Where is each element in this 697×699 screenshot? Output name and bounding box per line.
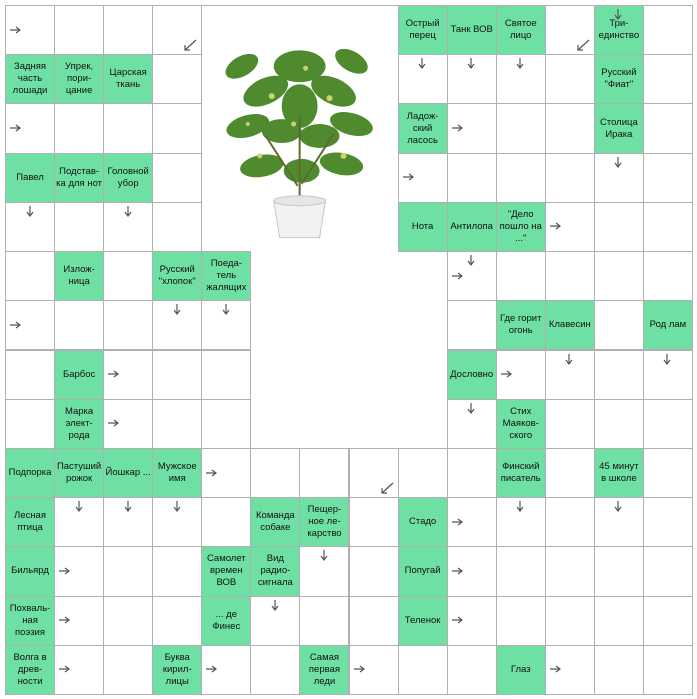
answer-cell[interactable] bbox=[447, 153, 497, 203]
answer-cell[interactable] bbox=[447, 54, 497, 104]
answer-cell[interactable] bbox=[152, 54, 202, 104]
clue-cell: Похваль-ная поэзия bbox=[5, 596, 55, 646]
answer-cell[interactable] bbox=[299, 546, 349, 596]
clue-cell: Упрек, пори-цание bbox=[54, 54, 104, 104]
answer-cell[interactable] bbox=[54, 645, 104, 695]
answer-cell[interactable] bbox=[545, 103, 595, 153]
answer-cell[interactable] bbox=[201, 448, 251, 498]
answer-cell[interactable] bbox=[103, 546, 153, 596]
answer-cell[interactable] bbox=[152, 596, 202, 646]
answer-cell[interactable] bbox=[54, 300, 104, 350]
clue-cell: Задняя часть лошади bbox=[5, 54, 55, 104]
answer-cell[interactable] bbox=[54, 5, 104, 55]
answer-cell[interactable] bbox=[594, 300, 644, 350]
answer-cell[interactable] bbox=[201, 497, 251, 547]
answer-cell[interactable] bbox=[545, 54, 595, 104]
clue-cell: Святое лицо bbox=[496, 5, 546, 55]
answer-cell[interactable] bbox=[54, 596, 104, 646]
answer-cell[interactable] bbox=[643, 202, 693, 252]
answer-cell[interactable] bbox=[152, 546, 202, 596]
answer-cell[interactable] bbox=[5, 202, 55, 252]
clue-cell: Ладож-ский ласось bbox=[398, 103, 448, 153]
answer-cell[interactable] bbox=[5, 399, 55, 449]
answer-cell[interactable] bbox=[103, 645, 153, 695]
answer-cell[interactable] bbox=[5, 350, 55, 400]
answer-cell[interactable] bbox=[447, 497, 497, 547]
answer-cell[interactable] bbox=[5, 300, 55, 350]
answer-cell[interactable] bbox=[398, 153, 448, 203]
answer-cell[interactable] bbox=[545, 497, 595, 547]
answer-cell[interactable] bbox=[447, 399, 497, 449]
answer-cell[interactable] bbox=[496, 497, 546, 547]
clue-cell: Мужское имя bbox=[152, 448, 202, 498]
answer-cell[interactable] bbox=[152, 5, 202, 55]
answer-cell[interactable] bbox=[349, 596, 399, 646]
answer-cell[interactable] bbox=[103, 251, 153, 301]
answer-cell[interactable] bbox=[5, 103, 55, 153]
answer-cell[interactable] bbox=[643, 546, 693, 596]
answer-cell[interactable] bbox=[643, 54, 693, 104]
answer-cell[interactable] bbox=[496, 350, 546, 400]
clue-cell: Поеда-тель жалящих bbox=[201, 251, 251, 301]
answer-cell[interactable] bbox=[545, 546, 595, 596]
answer-cell[interactable] bbox=[201, 300, 251, 350]
answer-cell[interactable] bbox=[643, 596, 693, 646]
clue-cell: Царская ткань bbox=[103, 54, 153, 104]
clue-cell: Самая первая леди bbox=[299, 645, 349, 695]
clue-cell: Три-единство bbox=[594, 5, 644, 55]
clue-cell: 45 минут в школе bbox=[594, 448, 644, 498]
answer-cell[interactable] bbox=[54, 103, 104, 153]
crossword-grid bbox=[5, 5, 692, 694]
answer-cell[interactable] bbox=[103, 202, 153, 252]
answer-cell[interactable] bbox=[496, 103, 546, 153]
clue-cell: Глаз bbox=[496, 645, 546, 695]
answer-cell[interactable] bbox=[103, 5, 153, 55]
answer-cell[interactable] bbox=[545, 5, 595, 55]
answer-cell[interactable] bbox=[152, 497, 202, 547]
answer-cell[interactable] bbox=[643, 5, 693, 55]
answer-cell[interactable] bbox=[103, 596, 153, 646]
answer-cell[interactable] bbox=[447, 645, 497, 695]
empty-region bbox=[250, 251, 447, 449]
answer-cell[interactable] bbox=[496, 54, 546, 104]
answer-cell[interactable] bbox=[152, 103, 202, 153]
answer-cell[interactable] bbox=[496, 153, 546, 203]
answer-cell[interactable] bbox=[201, 350, 251, 400]
clue-cell: Пещер-ное ле-карство bbox=[299, 497, 349, 547]
clue-cell: Излож-ница bbox=[54, 251, 104, 301]
clue-cell: Команда собаке bbox=[250, 497, 300, 547]
answer-cell[interactable] bbox=[349, 497, 399, 547]
answer-cell[interactable] bbox=[398, 54, 448, 104]
clue-cell: Буква кирил-лицы bbox=[152, 645, 202, 695]
clue-cell: Барбос bbox=[54, 350, 104, 400]
answer-cell[interactable] bbox=[201, 645, 251, 695]
clue-cell: Клавесин bbox=[545, 300, 595, 350]
answer-cell[interactable] bbox=[250, 596, 300, 646]
answer-cell[interactable] bbox=[594, 546, 644, 596]
answer-cell[interactable] bbox=[447, 546, 497, 596]
answer-cell[interactable] bbox=[299, 448, 349, 498]
answer-cell[interactable] bbox=[398, 448, 448, 498]
answer-cell[interactable] bbox=[349, 448, 399, 498]
answer-cell[interactable] bbox=[545, 350, 595, 400]
clue-cell: Марка элект-рода bbox=[54, 399, 104, 449]
answer-cell[interactable] bbox=[545, 399, 595, 449]
answer-cell[interactable] bbox=[594, 399, 644, 449]
clue-cell: Нота bbox=[398, 202, 448, 252]
clue-cell: Финский писатель bbox=[496, 448, 546, 498]
answer-cell[interactable] bbox=[152, 399, 202, 449]
clue-cell: Род лам bbox=[643, 300, 693, 350]
answer-cell[interactable] bbox=[496, 596, 546, 646]
clue-cell: Бильярд bbox=[5, 546, 55, 596]
answer-cell[interactable] bbox=[643, 645, 693, 695]
answer-cell[interactable] bbox=[643, 251, 693, 301]
answer-cell[interactable] bbox=[398, 645, 448, 695]
answer-cell[interactable] bbox=[545, 448, 595, 498]
clue-cell: Головной убор bbox=[103, 153, 153, 203]
answer-cell[interactable] bbox=[54, 497, 104, 547]
clue-cell: Стих Маяков-ского bbox=[496, 399, 546, 449]
answer-cell[interactable] bbox=[643, 350, 693, 400]
answer-cell[interactable] bbox=[54, 546, 104, 596]
answer-cell[interactable] bbox=[545, 153, 595, 203]
answer-cell[interactable] bbox=[250, 645, 300, 695]
answer-cell[interactable] bbox=[594, 645, 644, 695]
answer-cell[interactable] bbox=[103, 497, 153, 547]
answer-cell[interactable] bbox=[103, 103, 153, 153]
answer-cell[interactable] bbox=[447, 448, 497, 498]
answer-cell[interactable] bbox=[5, 251, 55, 301]
potted-plant-icon bbox=[202, 6, 397, 251]
clue-cell: Стадо bbox=[398, 497, 448, 547]
answer-cell[interactable] bbox=[103, 350, 153, 400]
clue-cell: Подпорка bbox=[5, 448, 55, 498]
answer-cell[interactable] bbox=[152, 153, 202, 203]
clue-cell: Вид радио-сигнала bbox=[250, 546, 300, 596]
answer-cell[interactable] bbox=[54, 202, 104, 252]
answer-cell[interactable] bbox=[643, 103, 693, 153]
answer-cell[interactable] bbox=[447, 300, 497, 350]
answer-cell[interactable] bbox=[643, 448, 693, 498]
clue-cell: Лесная птица bbox=[5, 497, 55, 547]
clue-cell: Самолет времен ВОВ bbox=[201, 546, 251, 596]
clue-cell: Антилопа bbox=[447, 202, 497, 252]
answer-cell[interactable] bbox=[447, 103, 497, 153]
clue-cell: Острый перец bbox=[398, 5, 448, 55]
answer-cell[interactable] bbox=[545, 251, 595, 301]
answer-cell[interactable] bbox=[594, 251, 644, 301]
clue-cell: ... де Финес bbox=[201, 596, 251, 646]
answer-cell[interactable] bbox=[594, 596, 644, 646]
clue-cell: Столица Ирака bbox=[594, 103, 644, 153]
answer-cell[interactable] bbox=[594, 202, 644, 252]
answer-cell[interactable] bbox=[152, 202, 202, 252]
answer-cell[interactable] bbox=[643, 399, 693, 449]
clue-cell: Где горит огонь bbox=[496, 300, 546, 350]
answer-cell[interactable] bbox=[201, 399, 251, 449]
answer-cell[interactable] bbox=[349, 546, 399, 596]
clue-cell: Йошкар ... bbox=[103, 448, 153, 498]
clue-cell: Подстав-ка для нот bbox=[54, 153, 104, 203]
answer-cell[interactable] bbox=[496, 251, 546, 301]
answer-cell[interactable] bbox=[594, 153, 644, 203]
houseplant-photo bbox=[201, 5, 398, 252]
answer-cell[interactable] bbox=[496, 546, 546, 596]
clue-cell: Русский "хлопок" bbox=[152, 251, 202, 301]
answer-cell[interactable] bbox=[299, 596, 349, 646]
clue-cell: Павел bbox=[5, 153, 55, 203]
answer-cell[interactable] bbox=[349, 645, 399, 695]
answer-cell[interactable] bbox=[643, 497, 693, 547]
clue-cell: Волга в древ-ности bbox=[5, 645, 55, 695]
answer-cell[interactable] bbox=[5, 5, 55, 55]
answer-cell[interactable] bbox=[545, 596, 595, 646]
answer-cell[interactable] bbox=[545, 202, 595, 252]
answer-cell[interactable] bbox=[447, 596, 497, 646]
clue-cell: "Дело пошло на ..." bbox=[496, 202, 546, 252]
answer-cell[interactable] bbox=[594, 350, 644, 400]
answer-cell[interactable] bbox=[152, 300, 202, 350]
clue-cell: Теленок bbox=[398, 596, 448, 646]
clue-cell: Танк ВОВ bbox=[447, 5, 497, 55]
answer-cell[interactable] bbox=[250, 448, 300, 498]
clue-cell: Пастуший рожок bbox=[54, 448, 104, 498]
answer-cell[interactable] bbox=[103, 399, 153, 449]
answer-cell[interactable] bbox=[545, 645, 595, 695]
answer-cell[interactable] bbox=[152, 350, 202, 400]
answer-cell[interactable] bbox=[447, 251, 497, 301]
answer-cell[interactable] bbox=[103, 300, 153, 350]
answer-cell[interactable] bbox=[643, 153, 693, 203]
clue-cell: Дословно bbox=[447, 350, 497, 400]
answer-cell[interactable] bbox=[594, 497, 644, 547]
clue-cell: Попугай bbox=[398, 546, 448, 596]
clue-cell: Русский "Фиат" bbox=[594, 54, 644, 104]
